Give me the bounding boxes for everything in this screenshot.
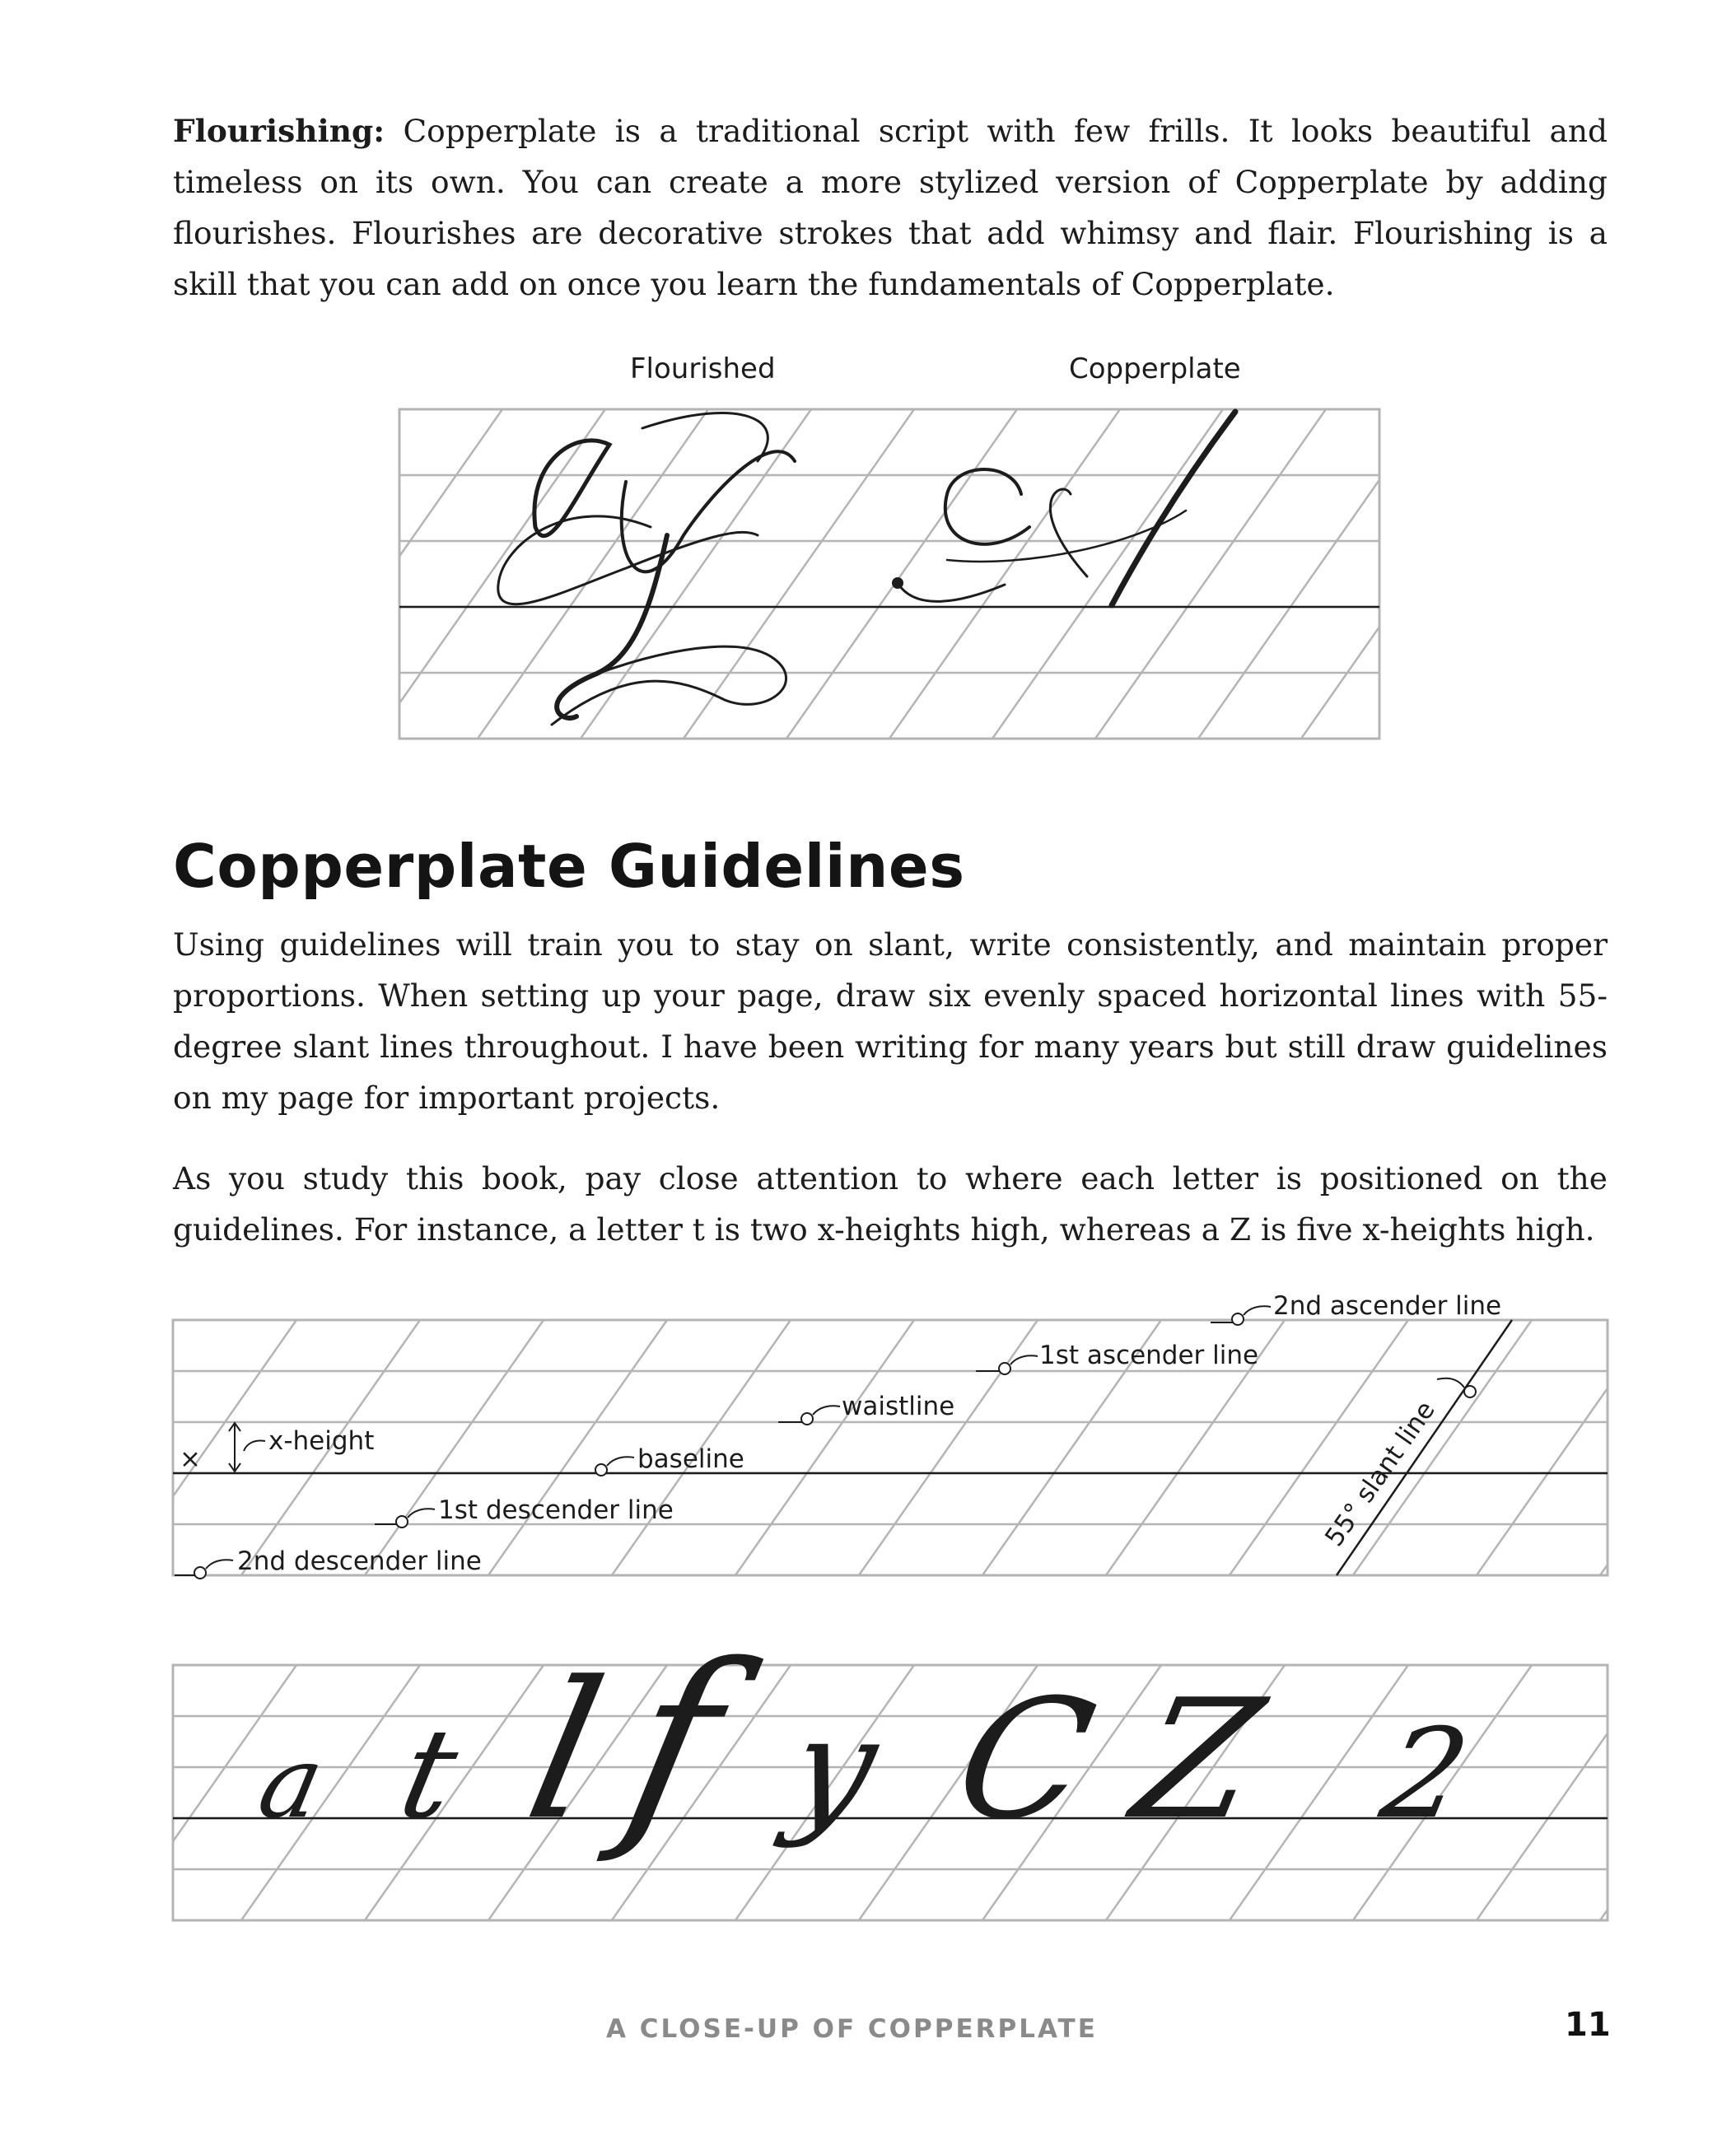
letter-sample-t: t	[389, 1701, 469, 1846]
slant-guideline	[1198, 409, 1429, 739]
letter-sample-l: l	[511, 1640, 620, 1862]
slant-guideline	[272, 409, 502, 739]
x-height-label: x-height	[268, 1426, 375, 1456]
letter-sample-2: 2	[1370, 1701, 1481, 1846]
slant-guideline	[786, 409, 1017, 739]
page-number: 11	[1565, 2006, 1611, 2044]
flourished-caption: Flourished	[630, 352, 776, 385]
copperplate-a-glyph	[892, 412, 1235, 605]
slant-guideline	[1724, 1665, 1736, 1920]
slant-line	[1337, 1320, 1512, 1575]
flourishing-term: Flourishing:	[173, 113, 385, 149]
slant-guideline	[1724, 1320, 1736, 1575]
x-mark: ×	[180, 1444, 201, 1474]
copperplate-caption: Copperplate	[1069, 352, 1241, 385]
slant-guideline	[859, 1320, 1038, 1575]
section-heading: Copperplate Guidelines	[173, 832, 965, 901]
flourishing-text: Copperplate is a traditional script with few frills. It looks beautiful and timeless on its own. You can create a more stylized version of Copperplate by adding flourishes. Flourishes are decorative strokes that add whimsy and flair. Flourishing is a skill that you can add on once you learn the fundamentals of Copperplate.	[173, 113, 1608, 302]
second-ascender-label: 2nd ascender line	[1273, 1291, 1502, 1321]
slant-label: 55° slant line	[1319, 1396, 1441, 1552]
slant-guideline	[1477, 1665, 1655, 1920]
slant-guideline	[0, 1320, 173, 1575]
slant-guideline	[1600, 1320, 1736, 1575]
slant-guideline	[1600, 1665, 1736, 1920]
slant-guideline	[1477, 1320, 1655, 1575]
letter-sample-C: C	[941, 1663, 1109, 1856]
comparison-grid	[169, 409, 1736, 739]
waistline-label: waistline	[842, 1392, 955, 1421]
first-ascender-label: 1st ascender line	[1039, 1341, 1259, 1370]
slant-guideline	[1610, 409, 1736, 739]
slant-guideline	[992, 409, 1223, 739]
slant-guideline	[1507, 409, 1736, 739]
slant-guideline	[684, 409, 914, 739]
letter-sample-a: a	[250, 1724, 334, 1840]
flourished-a-glyph	[498, 413, 795, 725]
slant-guideline	[1301, 409, 1532, 739]
letter-sample-f: f	[608, 1618, 741, 1868]
baseline-label: baseline	[637, 1444, 744, 1474]
guidelines-diagram	[0, 1320, 1736, 1575]
slant-guideline	[365, 1320, 544, 1575]
letter-samples	[250, 1619, 1480, 1868]
slant-guideline	[478, 409, 708, 739]
first-descender-label: 1st descender line	[438, 1495, 674, 1525]
slant-guideline	[1404, 409, 1635, 739]
slant-guideline	[735, 1320, 914, 1575]
running-title: A CLOSE-UP OF COPPERPLATE	[606, 2014, 1098, 2044]
study-paragraph: As you study this book, pay close attention to where each letter is positioned on the guidelines. For instance, a letter t is two x-heights high, whereas a Z is five x-heights high.	[173, 1160, 1608, 1248]
slant-guideline	[0, 1665, 173, 1920]
slant-guideline	[169, 409, 399, 739]
guidelines-paragraph: Using guidelines will train you to stay on slant, write consistently, and maintain proper proportions. When setting up your page, draw six evenly spaced horizontal lines with 55-degree slant lines throughout. I have been writing for many years but still draw guidelines on my page for important projects.	[173, 926, 1608, 1116]
letter-sample-Z: Z	[1120, 1663, 1276, 1856]
letter-sample-y: y	[777, 1686, 891, 1850]
second-descender-label: 2nd descender line	[237, 1546, 482, 1576]
